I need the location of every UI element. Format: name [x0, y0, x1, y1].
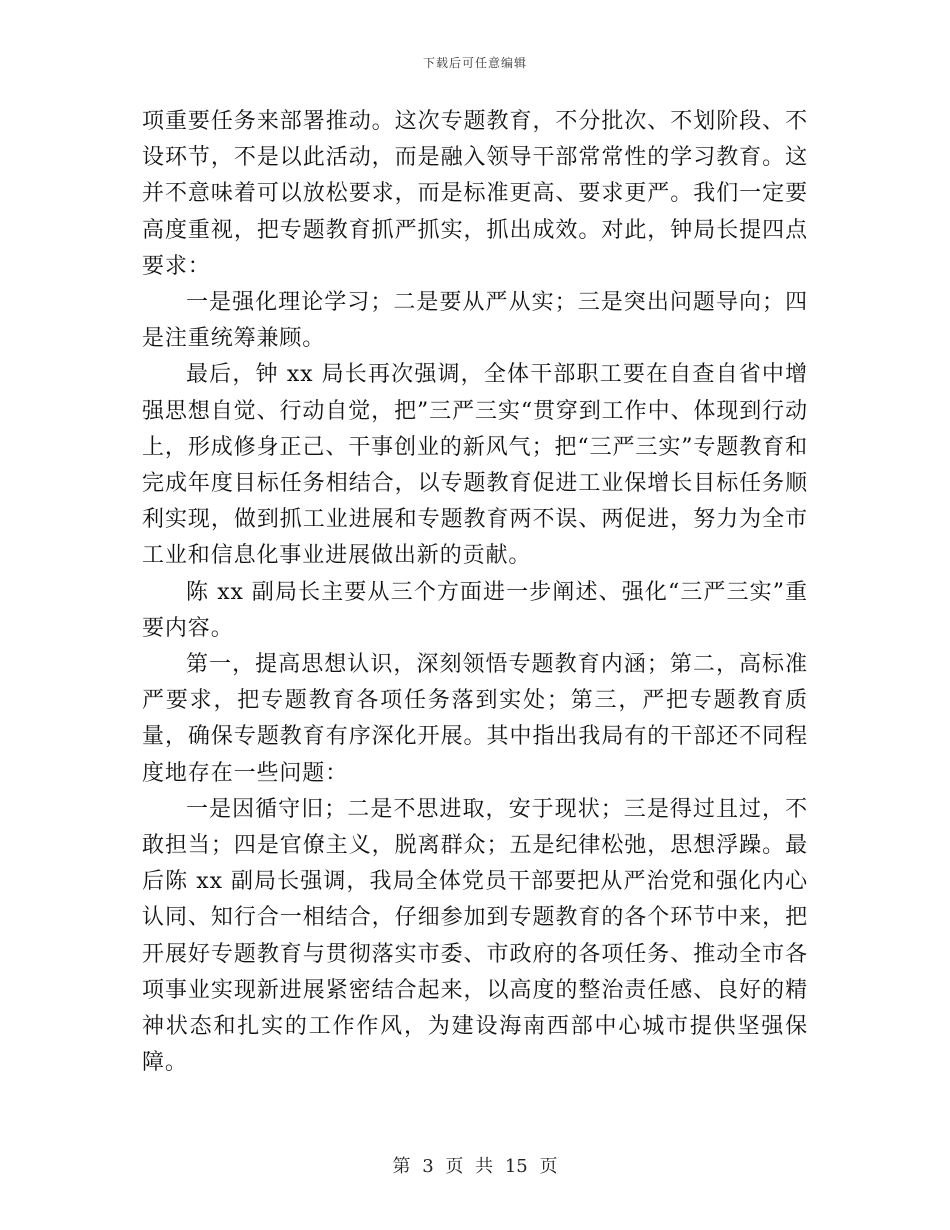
paragraph: 陈 xx 副局长主要从三个方面进一步阐述、强化“三严三实”重要内容。 — [142, 579, 808, 641]
paragraph: 最后，钟 xx 局长再次强调，全体干部职工要在自查自省中增强思想自觉、行动自觉，把”三严三实“贯穿到工作中、体现到行动上，形成修身正己、干事创业的新风气；把“三严三实”专题教育和完成年度目标任务相结合，以专题教育促进工业保增长目标任务顺利实现，做到抓工业进展和专题教育两不误、两促进，努力为全市工业和信息化事业进展做出新的贡献。 — [142, 362, 808, 569]
paragraph: 一是强化理论学习；二是要从严从实；三是突出问题导向；四是注重统筹兼顾。 — [142, 290, 808, 352]
page-number-footer: 第 3 页 共 15 页 — [392, 1156, 558, 1177]
paragraph: 一是因循守旧；二是不思进取，安于现状；三是得过且过，不敢担当；四是官僚主义，脱离群众；五是纪律松弛，思想浮躁。最后陈 xx 副局长强调，我局全体党员干部要把从严治党和强化内心认同、知行合一相结合，仔细参加到专题教育的各个环节中来，把开展好专题教育与贯彻落实市委、市政府的各项任务、推动全市各项事业实现新进展紧密结合起来，以高度的整治责任感、良好的精神状态和扎实的工作作风，为建设海南西部中心城市提供坚强保障。 — [142, 796, 808, 1076]
paragraph: 项重要任务来部署推动。这次专题教育，不分批次、不划阶段、不设环节，不是以此活动，而是融入领导干部常常性的学习教育。这并不意味着可以放松要求，而是标准更高、要求更严。我们一定要高度重视，把专题教育抓严抓实，抓出成效。对此，钟局长提四点要求： — [142, 109, 808, 279]
document-body — [142, 104, 808, 1081]
page-header: 下载后可任意编辑 — [422, 56, 527, 70]
paragraph: 第一，提高思想认识，深刻领悟专题教育内涵；第二，高标准严要求，把专题教育各项任务落到实处；第三，严把专题教育质量，确保专题教育有序深化开展。其中指出我局有的干部还不同程度地存在一些问题： — [142, 652, 808, 786]
